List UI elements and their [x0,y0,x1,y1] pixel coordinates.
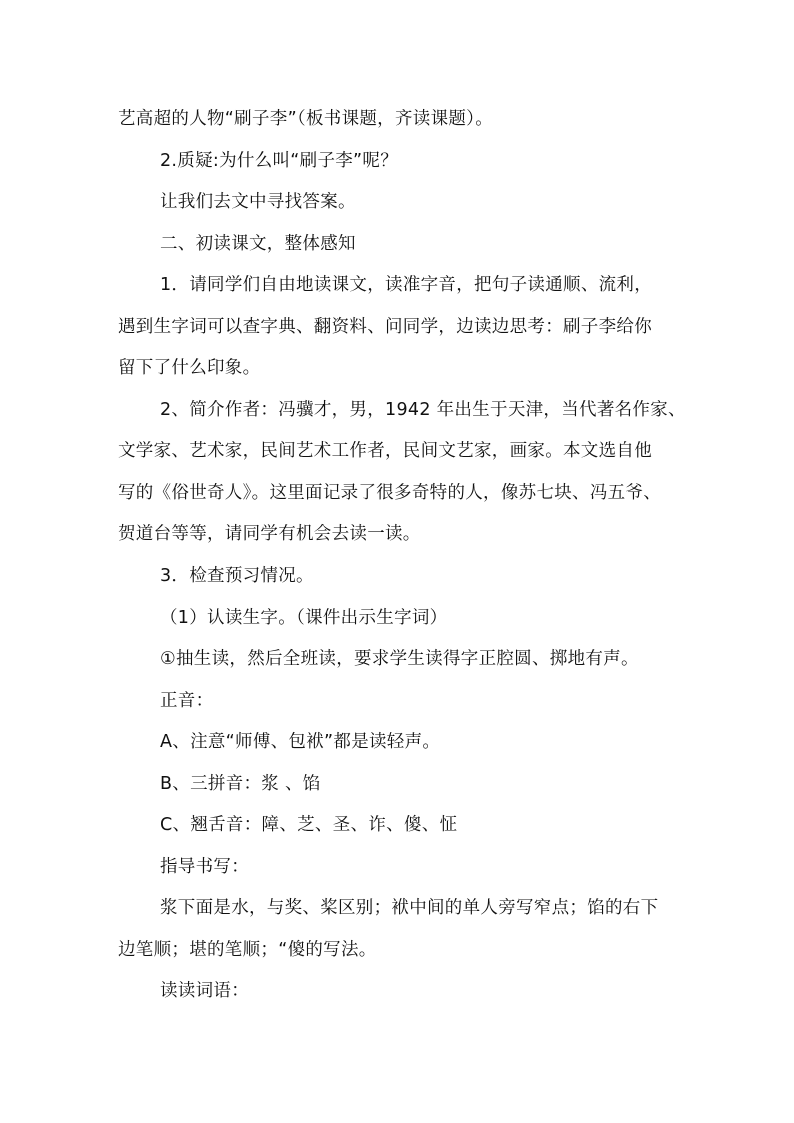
text-line-step1-b: 遇到生字词可以查字典、翻资料、问同学，边读边思考：刷子李给你 [118,317,652,337]
text-line-writing-heading: 指导书写： [160,857,249,877]
text-line-step1-a: 1．请同学们自由地读课文，读准字音，把句子读通顺、流利， [160,275,653,295]
text-line-author-a: 2、简介作者：冯骥才，男，1942 年出生于天津，当代著名作家、 [160,400,686,420]
text-line-writing-b: 边笔顺；堪的笔顺；“傻的写法。 [118,940,377,960]
text-line-step3: 3．检查预习情况。 [160,566,314,586]
text-line-read-new-words: （1）认读生字。（课件出示生字词） [160,608,448,628]
text-line-author-d: 贺道台等等，请同学有机会去读一读。 [118,524,421,544]
text-line-pronunciation-heading: 正音： [160,691,214,711]
text-line-author-b: 文学家、艺术家，民间艺术工作者，民间文艺家，画家。本文选自他 [118,441,652,461]
text-line-writing-a: 浆下面是水，与奖、桨区别；袱中间的单人旁写窄点；馅的右下 [160,898,659,918]
text-line-author-c: 写的《俗世奇人》。这里面记录了很多奇特的人，像苏七块、冯五爷、 [118,483,662,503]
text-line-item-c: C、翘舌音：障、芝、圣、诈、傻、怔 [160,815,458,835]
text-line-read-words: 读读词语： [160,981,249,1001]
text-line-topic-intro: 艺高超的人物“刷子李”（板书课题，齐读课题）。 [118,109,494,129]
text-line-step1-c: 留下了什么印象。 [118,358,261,378]
text-line-question: 2.质疑:为什么叫“刷子李”呢？ [160,151,399,171]
text-line-find-answer: 让我们去文中寻找答案。 [160,192,356,212]
section-heading-first-reading: 二、初读课文，整体感知 [160,234,356,254]
text-line-item-b: B、三拼音：浆 、馅 [160,774,321,794]
text-line-item-a: A、注意“师傅、包袱”都是读轻声。 [160,732,441,752]
text-line-read-aloud: ①抽生读，然后全班读，要求学生读得字正腔圆、掷地有声。 [160,649,639,669]
